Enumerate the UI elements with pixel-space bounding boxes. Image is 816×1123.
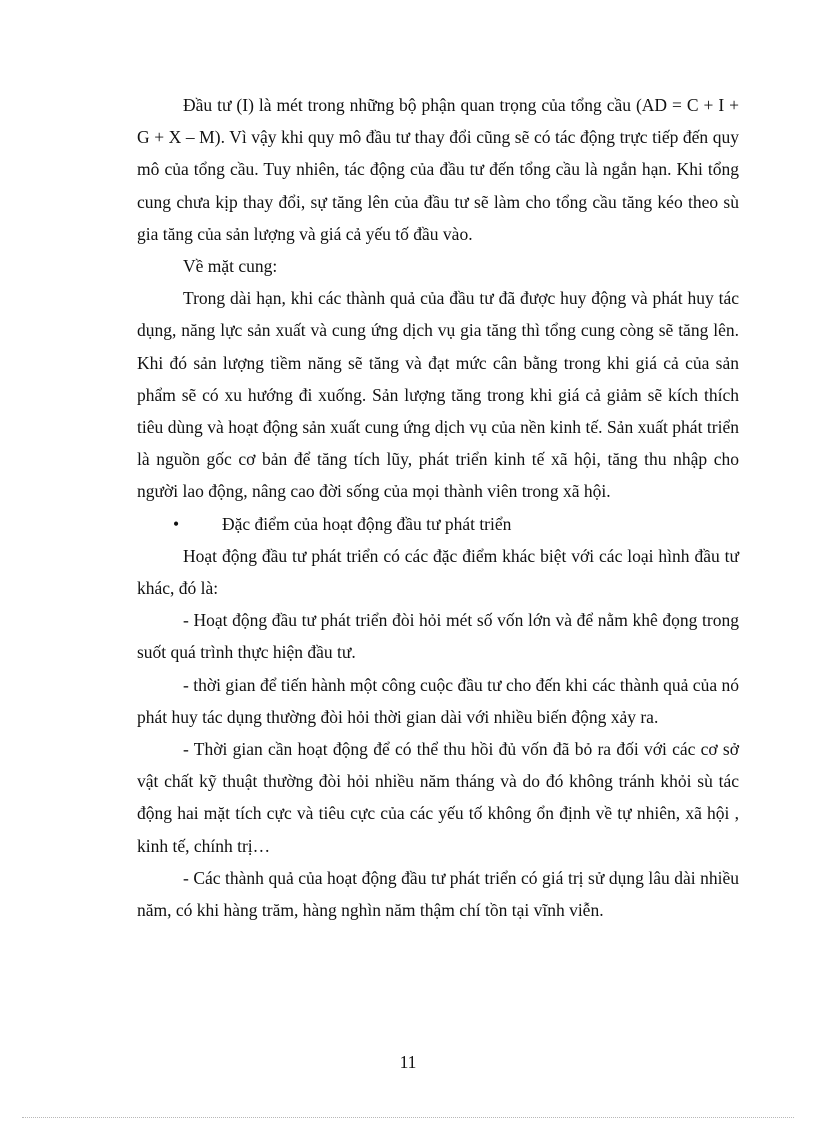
- bullet-heading-text: Đặc điểm của hoạt động đầu tư phát triển: [222, 513, 512, 534]
- page-number: 11: [399, 1052, 417, 1072]
- bullet-icon: •: [173, 513, 180, 534]
- document-body: [137, 89, 739, 926]
- paragraph-long-term-supply: Trong dài hạn, khi các thành quả của đầu tư đã được huy động và phát huy tác dụng, năng lực sản xuất và cung ứng dịch vụ gia tăng thì tổng cung còng sẽ tăng lên. Khi đó sản lượng tiềm năng sẽ tăng và đạt mức cân bằng trong khi giá cả của sản phẩm sẽ có xu hướng đi xuống. Sản lượng tăng trong khi giá cả giảm sẽ kích thích tiêu dùng và hoạt động sản xuất cung ứng dịch vụ của nền kinh tế. Sản xuất phát triển là nguồn gốc cơ bản để tăng tích lũy, phát triển kinh tế xã hội, tăng thu nhập cho người lao động, nâng cao đời sống của mọi thành viên trong xã hội.: [137, 288, 739, 502]
- bullet-heading: [137, 508, 739, 540]
- paragraph-characteristic-payback: - Thời gian cần hoạt động để có thể thu hồi đủ vốn đã bỏ ra đối với các cơ sở vật chất kỹ thuật thường đòi hỏi nhiều năm tháng và do đó không tránh khỏi sù tác động hai mặt tích cực và tiêu cực của các yếu tố không ổn định về tự nhiên, xã hội , kinh tế, chính trị…: [137, 739, 739, 856]
- paragraph-investment-demand: Đầu tư (I) là mét trong những bộ phận quan trọng của tổng cầu (AD = C + I + G + X – M). Vì vậy khi quy mô đầu tư thay đổi cũng sẽ có tác động trực tiếp đến quy mô của tổng cầu. Tuy nhiên, tác động của đầu tư đến tổng cầu là ngắn hạn. Khi tổng cung chưa kịp thay đổi, sự tăng lên của đầu tư sẽ làm cho tổng cầu tăng kéo theo sù gia tăng của sản lượng và giá cả yếu tố đầu vào.: [137, 95, 739, 244]
- paragraph-characteristic-capital: - Hoạt động đầu tư phát triển đòi hỏi mét số vốn lớn và để nằm khê đọng trong suốt quá trình thực hiện đầu tư.: [137, 610, 739, 663]
- paragraph-supply-heading: Về mặt cung:: [183, 256, 278, 277]
- paragraph-characteristic-duration: - thời gian để tiến hành một công cuộc đầu tư cho đến khi các thành quả của nó phát huy tác dụng thường đòi hỏi thời gian dài với nhiều biến động xảy ra.: [137, 674, 739, 727]
- paragraph-characteristic-long-use: - Các thành quả của hoạt động đầu tư phát triển có giá trị sử dụng lâu dài nhiều năm, có khi hàng trăm, hàng nghìn năm thậm chí tồn tại vĩnh viễn.: [137, 867, 739, 921]
- page-bottom-divider: [22, 1117, 794, 1118]
- paragraph-characteristics-intro: Hoạt động đầu tư phát triển có các đặc điểm khác biệt với các loại hình đầu tư khác, đó là:: [137, 545, 739, 599]
